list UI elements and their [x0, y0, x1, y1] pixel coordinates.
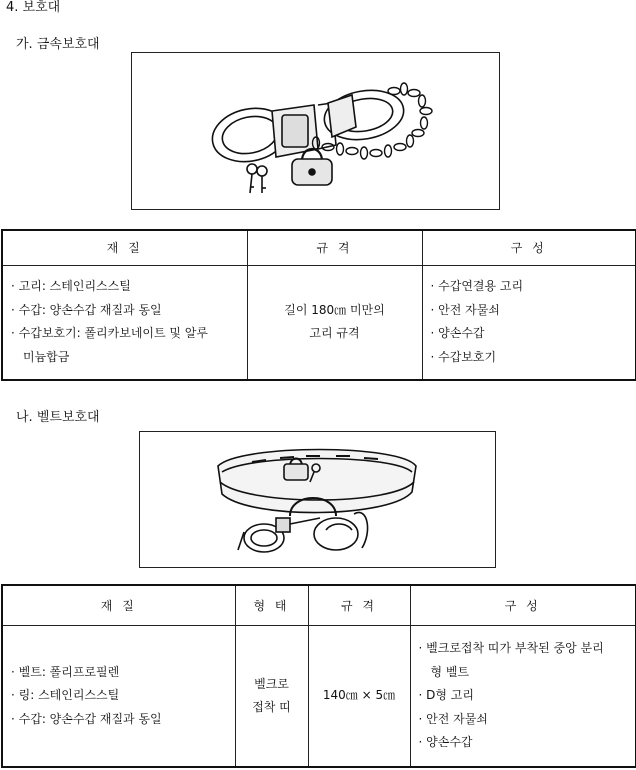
header-shape: 형 태: [235, 585, 308, 625]
header-components: 구 성: [422, 230, 636, 265]
component-line: · 수갑연결용 고리: [430, 279, 524, 294]
material-cell: [2, 625, 235, 767]
header-spec: 규 격: [247, 230, 422, 265]
material-line: · 수갑: 양손수갑 재질과 동일: [11, 302, 162, 317]
section-title: 4. 보호대: [6, 0, 61, 15]
shape-line: 접착 띠: [252, 699, 291, 714]
component-line: · 양손수갑: [430, 326, 485, 341]
components-cell: [422, 265, 636, 380]
header-spec: 규 격: [308, 585, 410, 625]
belt-restraint-table: [1, 584, 636, 768]
components-cell: [410, 625, 636, 767]
shape-cell: [235, 625, 308, 767]
material-line: · 링: 스테인리스스틸: [11, 688, 120, 702]
shape-line: 벨크로: [254, 676, 289, 691]
metal-restraint-image: [131, 52, 500, 210]
belt-restraint-image: [139, 431, 496, 568]
component-line: · 수갑보호기: [430, 349, 497, 364]
material-line: 미늄합금: [23, 349, 70, 364]
component-line: · 양손수갑: [418, 735, 473, 749]
header-components: 구 성: [410, 585, 636, 625]
spec-line: 고리 규격: [309, 326, 360, 341]
component-line: · D형 고리: [418, 688, 474, 702]
spec-line: 길이 180㎝ 미만의: [284, 303, 385, 318]
component-line: · 안전 자물쇠: [430, 302, 500, 317]
part-a-title: 가. 금속보호대: [16, 37, 100, 52]
spec-cell: [247, 265, 422, 380]
part-b-title: 나. 벨트보호대: [16, 410, 100, 425]
component-line: 형 벨트: [430, 664, 470, 679]
header-material: 재 질: [2, 230, 247, 265]
metal-restraint-table: [1, 229, 636, 381]
component-line: · 벨크로접착 띠가 부착된 중앙 분리: [418, 641, 604, 655]
material-line: · 수갑보호기: 폴리카보네이트 및 알루: [11, 326, 208, 341]
material-line: · 수갑: 양손수갑 재질과 동일: [11, 711, 162, 726]
spec-line: 140㎝ × 5㎝: [322, 688, 396, 703]
component-line: · 안전 자물쇠: [418, 711, 488, 726]
spec-cell: [308, 625, 410, 767]
header-material: 재 질: [2, 585, 235, 625]
material-line: · 벨트: 폴리프로필렌: [11, 664, 120, 679]
material-line: · 고리: 스테인리스스틸: [11, 279, 131, 294]
material-cell: [2, 265, 247, 380]
